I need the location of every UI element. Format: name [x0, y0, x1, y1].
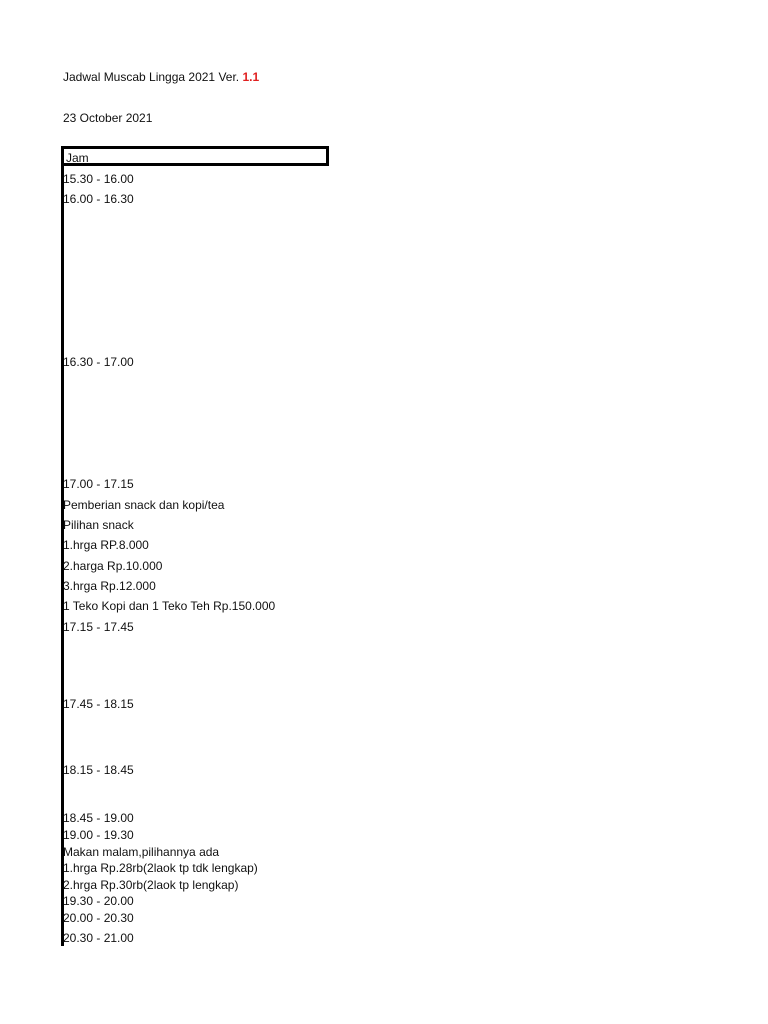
table-row: 1 Teko Kopi dan 1 Teko Teh Rp.150.000: [63, 599, 276, 613]
table-row: 20.30 - 21.00: [63, 931, 134, 945]
table-row: 19.00 - 19.30: [63, 828, 134, 842]
table-row: 2.hrga Rp.30rb(2laok tp lengkap): [63, 878, 239, 892]
document-date: 23 October 2021: [63, 111, 153, 125]
table-row: 17.15 - 17.45: [63, 620, 134, 634]
table-row: 17.00 - 17.15: [63, 477, 134, 491]
table-row: 2.harga Rp.10.000: [63, 559, 163, 573]
table-row: 1.hrga RP.8.000: [63, 538, 149, 552]
table-row: 16.00 - 16.30: [63, 192, 134, 206]
table-row: Pemberian snack dan kopi/tea: [63, 498, 225, 512]
table-row: Pilihan snack: [63, 518, 134, 532]
table-row: 18.15 - 18.45: [63, 763, 134, 777]
table-row: 18.45 - 19.00: [63, 811, 134, 825]
table-row: 1.hrga Rp.28rb(2laok tp tdk lengkap): [63, 861, 258, 875]
table-row: 17.45 - 18.15: [63, 697, 134, 711]
table-header-cell: [61, 146, 329, 166]
version-number: 1.1: [242, 70, 260, 84]
table-row: 19.30 - 20.00: [63, 894, 134, 908]
title-text: Jadwal Muscab Lingga 2021 Ver.: [63, 70, 243, 84]
table-row: 16.30 - 17.00: [63, 355, 134, 369]
table-row: 3.hrga Rp.12.000: [63, 579, 156, 593]
table-row: 15.30 - 16.00: [63, 172, 134, 186]
column-header-jam: Jam: [66, 151, 89, 165]
table-row: Makan malam,pilihannya ada: [63, 845, 220, 859]
table-row: 20.00 - 20.30: [63, 911, 134, 925]
document-title: [63, 70, 259, 84]
